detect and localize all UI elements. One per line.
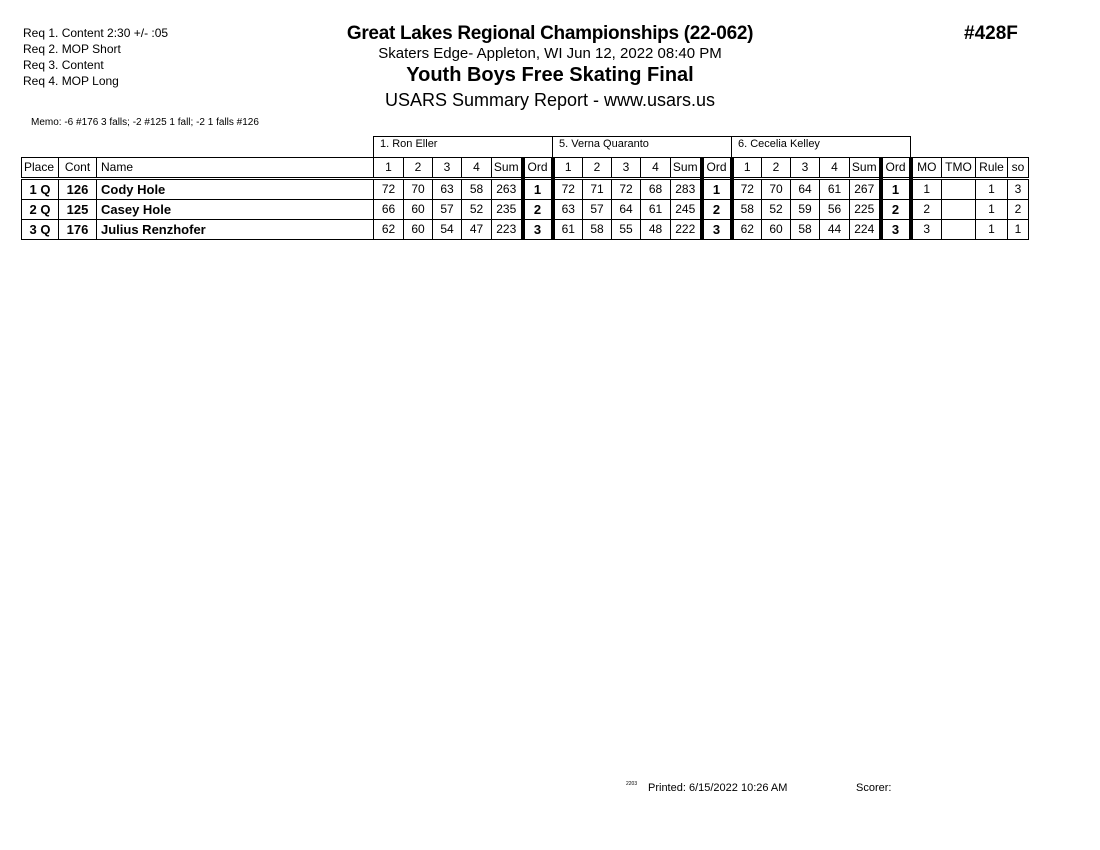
sum: 224 [850, 220, 881, 240]
event-code: #428F [964, 23, 1018, 44]
judge-3-label: 6. Cecelia Kelley [732, 137, 911, 158]
col-j1-2: 2 [404, 158, 433, 179]
score: 56 [820, 200, 850, 220]
col-cont: Cont [59, 158, 97, 179]
requirement-2: Req 2. MOP Short [23, 42, 121, 56]
requirement-1: Req 1. Content 2:30 +/- :05 [23, 26, 169, 40]
place: 1 Q [22, 179, 59, 200]
score: 72 [612, 179, 641, 200]
so: 3 [1008, 179, 1029, 200]
col-j1-ord: Ord [523, 158, 553, 179]
results-table [21, 136, 1029, 240]
col-j3-sum: Sum [850, 158, 881, 179]
score: 57 [583, 200, 612, 220]
col-j2-1: 1 [553, 158, 583, 179]
tmo [942, 200, 976, 220]
col-mo: MO [911, 158, 942, 179]
skater-name: Julius Renzhofer [97, 220, 374, 240]
so: 2 [1008, 200, 1029, 220]
score: 58 [583, 220, 612, 240]
sum: 267 [850, 179, 881, 200]
rule: 1 [976, 179, 1008, 200]
score: 68 [641, 179, 671, 200]
competition-title: Great Lakes Regional Championships (22-062) [346, 23, 754, 44]
score: 55 [612, 220, 641, 240]
score: 64 [791, 179, 820, 200]
scorer-label: Scorer: [856, 782, 892, 794]
sum: 245 [671, 200, 702, 220]
rule: 1 [976, 220, 1008, 240]
score: 61 [820, 179, 850, 200]
rule: 1 [976, 200, 1008, 220]
ordinal: 1 [523, 179, 553, 200]
column-header-row [22, 158, 1029, 179]
table-row [22, 220, 1029, 240]
sum: 225 [850, 200, 881, 220]
score: 59 [791, 200, 820, 220]
ordinal: 1 [881, 179, 911, 200]
requirement-4: Req 4. MOP Long [23, 74, 119, 88]
report-title: USARS Summary Report - www.usars.us [384, 90, 716, 110]
ordinal: 2 [523, 200, 553, 220]
score: 72 [374, 179, 404, 200]
col-j3-3: 3 [791, 158, 820, 179]
event-title: Youth Boys Free Skating Final [406, 64, 694, 86]
score: 58 [791, 220, 820, 240]
ordinal: 3 [523, 220, 553, 240]
memo: Memo: -6 #176 3 falls; -2 #125 1 fall; -2 1 falls #126 [31, 117, 259, 128]
col-j1-1: 1 [374, 158, 404, 179]
table-row [22, 200, 1029, 220]
skater-name: Casey Hole [97, 200, 374, 220]
col-so: so [1008, 158, 1029, 179]
col-j2-ord: Ord [702, 158, 732, 179]
table-row [22, 179, 1029, 200]
printed-timestamp: Printed: 6/15/2022 10:26 AM [648, 782, 788, 794]
cont: 176 [59, 220, 97, 240]
col-j3-2: 2 [762, 158, 791, 179]
so: 1 [1008, 220, 1029, 240]
ordinal: 2 [881, 200, 911, 220]
score: 47 [462, 220, 492, 240]
score: 72 [732, 179, 762, 200]
score: 64 [612, 200, 641, 220]
score: 63 [553, 200, 583, 220]
score: 52 [462, 200, 492, 220]
col-j3-ord: Ord [881, 158, 911, 179]
score: 44 [820, 220, 850, 240]
cont: 126 [59, 179, 97, 200]
col-j2-4: 4 [641, 158, 671, 179]
col-j2-3: 3 [612, 158, 641, 179]
mo: 3 [911, 220, 942, 240]
ordinal: 3 [881, 220, 911, 240]
score: 63 [433, 179, 462, 200]
score: 60 [404, 200, 433, 220]
score: 72 [553, 179, 583, 200]
score: 60 [404, 220, 433, 240]
ordinal: 2 [702, 200, 732, 220]
requirement-3: Req 3. Content [23, 58, 104, 72]
mo: 1 [911, 179, 942, 200]
col-j2-2: 2 [583, 158, 612, 179]
cont: 125 [59, 200, 97, 220]
col-rule: Rule [976, 158, 1008, 179]
score: 66 [374, 200, 404, 220]
ordinal: 1 [702, 179, 732, 200]
score: 71 [583, 179, 612, 200]
score: 62 [374, 220, 404, 240]
score: 48 [641, 220, 671, 240]
col-j1-3: 3 [433, 158, 462, 179]
ordinal: 3 [702, 220, 732, 240]
sum: 222 [671, 220, 702, 240]
tmo [942, 179, 976, 200]
footer-mark: 2203 [626, 781, 638, 787]
col-j1-4: 4 [462, 158, 492, 179]
sum: 263 [492, 179, 523, 200]
score: 57 [433, 200, 462, 220]
score: 61 [641, 200, 671, 220]
score: 58 [462, 179, 492, 200]
score: 62 [732, 220, 762, 240]
col-tmo: TMO [942, 158, 976, 179]
score: 54 [433, 220, 462, 240]
mo: 2 [911, 200, 942, 220]
sum: 235 [492, 200, 523, 220]
sum: 283 [671, 179, 702, 200]
col-j3-4: 4 [820, 158, 850, 179]
judge-1-label: 1. Ron Eller [374, 137, 553, 158]
score: 58 [732, 200, 762, 220]
tmo [942, 220, 976, 240]
col-place: Place [22, 158, 59, 179]
col-j1-sum: Sum [492, 158, 523, 179]
col-j2-sum: Sum [671, 158, 702, 179]
skater-name: Cody Hole [97, 179, 374, 200]
score: 61 [553, 220, 583, 240]
col-name: Name [97, 158, 374, 179]
score: 52 [762, 200, 791, 220]
score: 60 [762, 220, 791, 240]
venue-datetime: Skaters Edge- Appleton, WI Jun 12, 2022 08:40 PM [378, 45, 722, 62]
score: 70 [404, 179, 433, 200]
sum: 223 [492, 220, 523, 240]
place: 2 Q [22, 200, 59, 220]
judge-2-label: 5. Verna Quaranto [553, 137, 732, 158]
judge-header-row [22, 137, 1029, 158]
score: 70 [762, 179, 791, 200]
col-j3-1: 1 [732, 158, 762, 179]
place: 3 Q [22, 220, 59, 240]
